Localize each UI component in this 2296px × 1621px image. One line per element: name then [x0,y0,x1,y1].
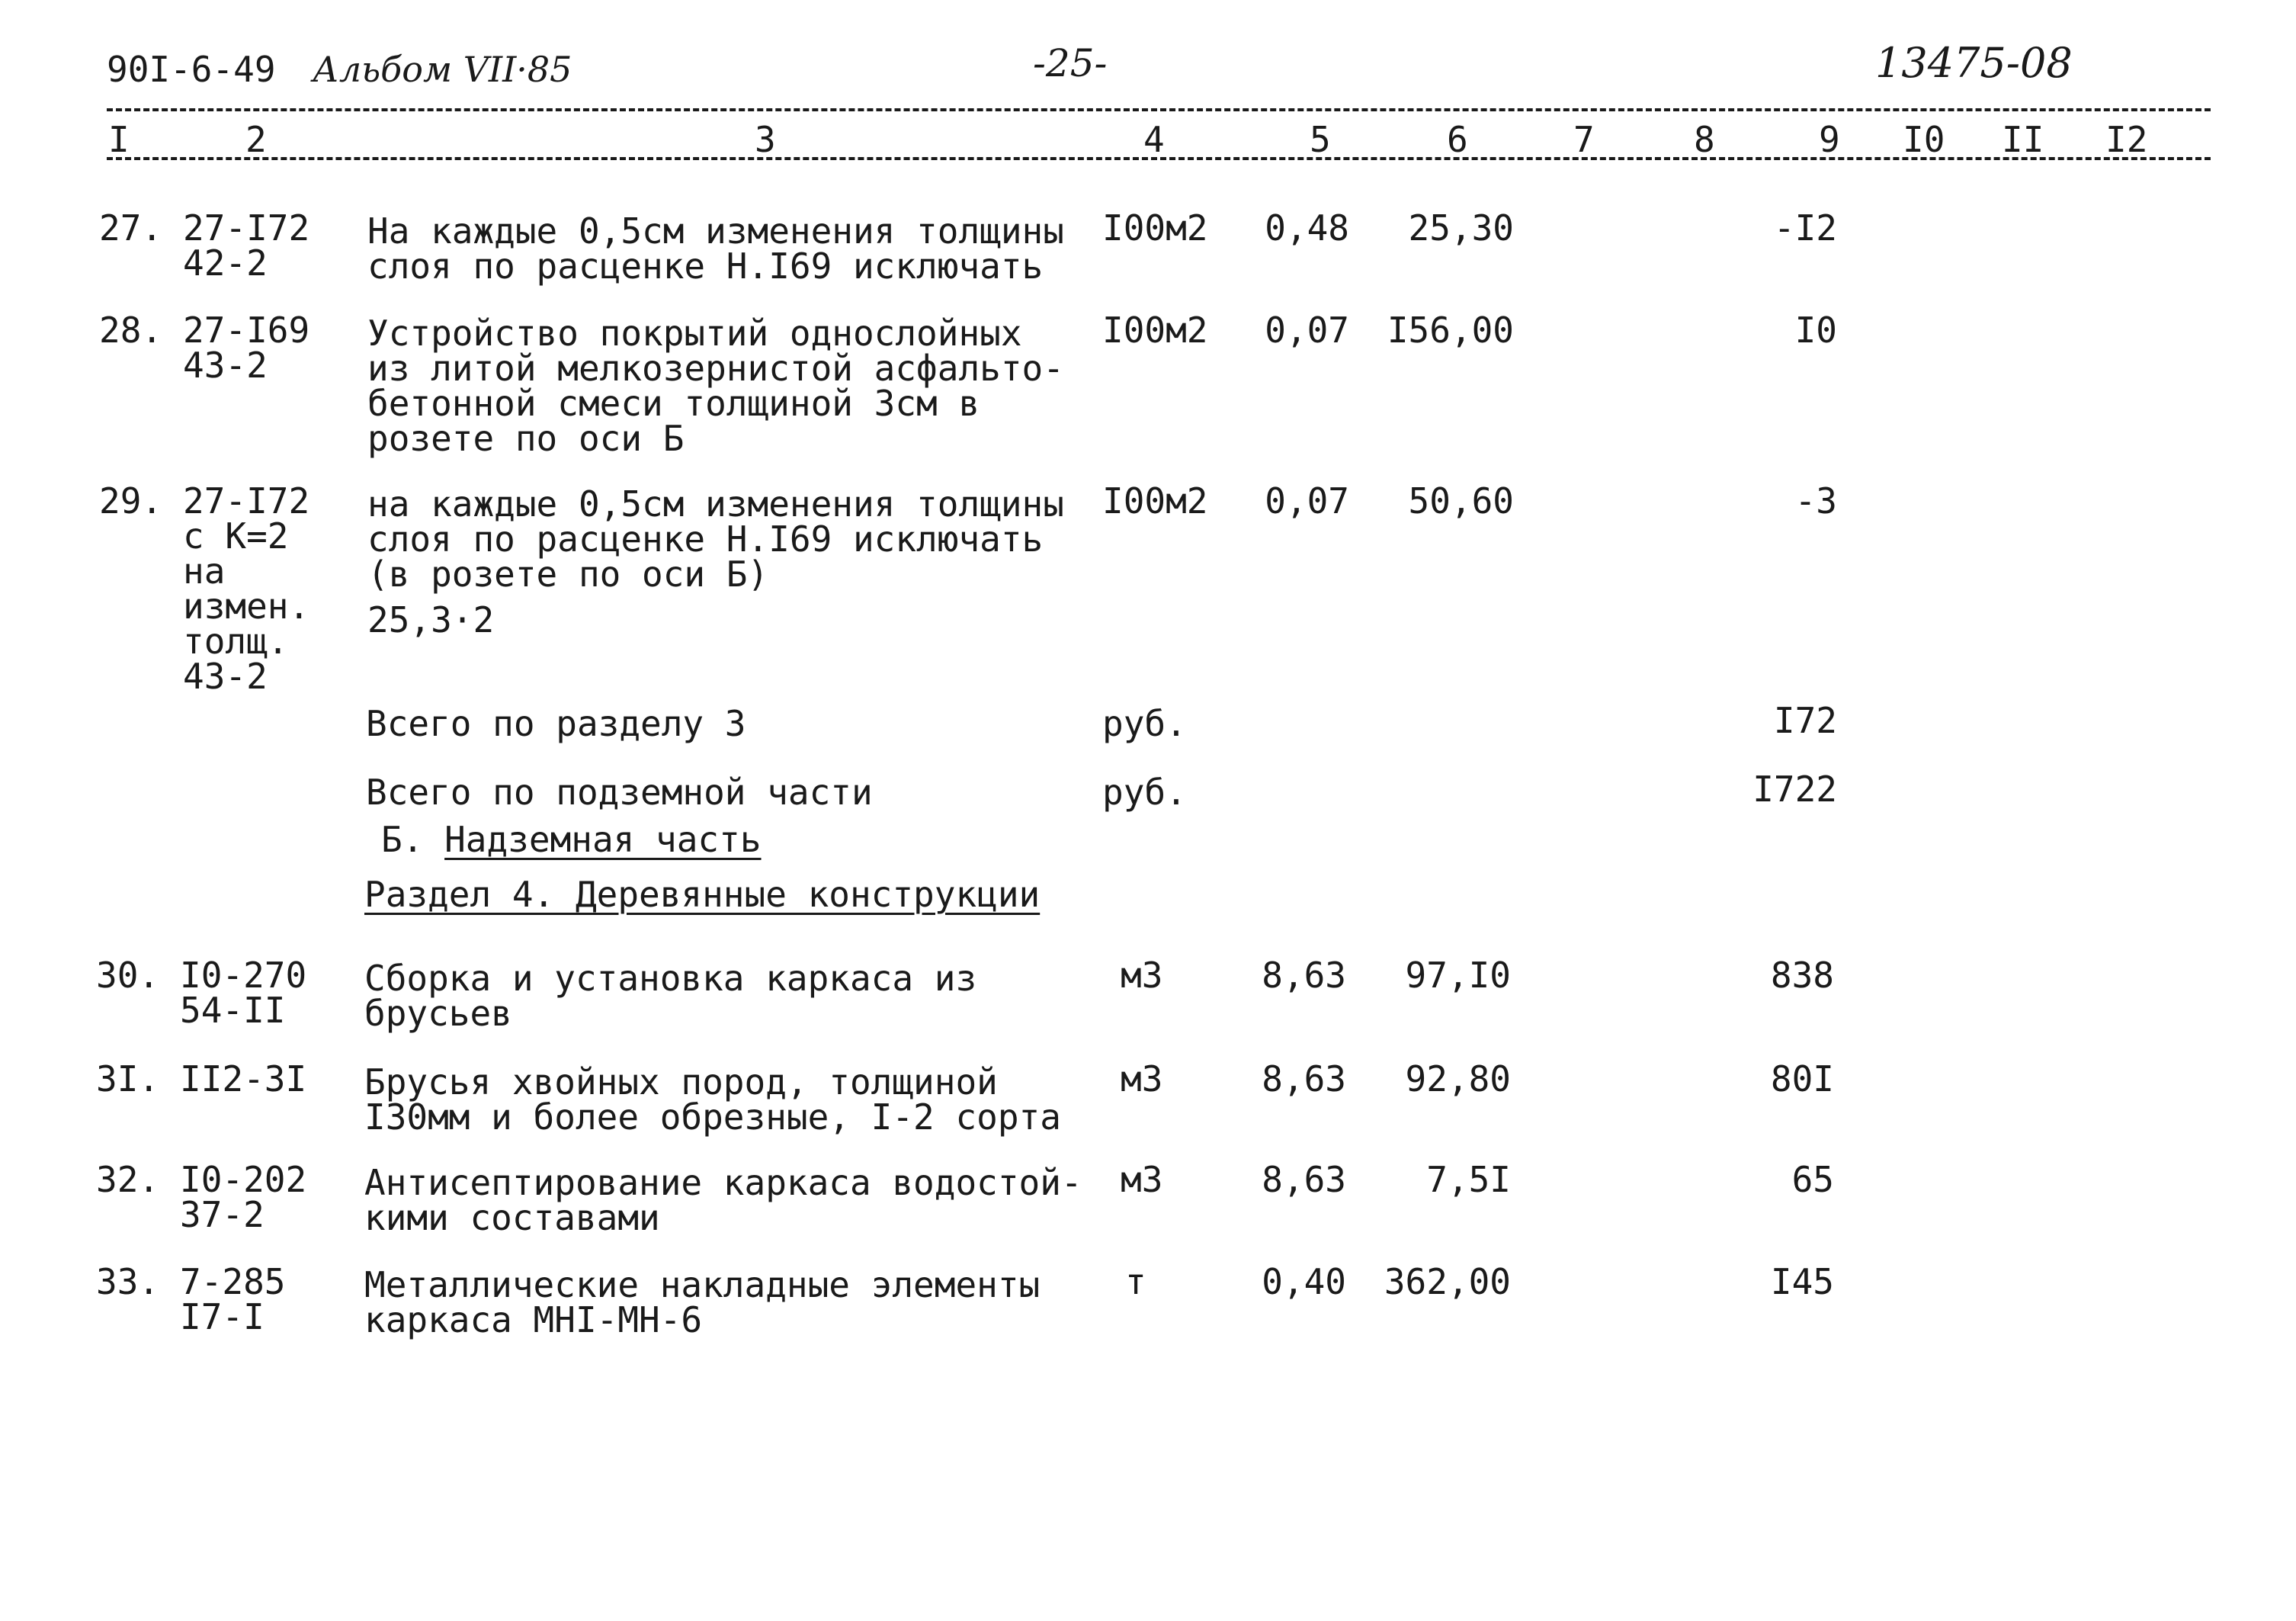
work-description [364,1162,1082,1238]
rate-code-line: 7-285 [180,1261,286,1302]
total-cost: 80I [1770,1058,1834,1099]
rate-code-line: I0-202 [180,1159,307,1200]
column-header-1: I [108,119,130,160]
work-description [367,210,1064,287]
rate-code-line: с К=2 [183,515,289,557]
header-rule-top [107,108,2211,111]
total-cost: 65 [1791,1159,1834,1200]
column-header-12: I2 [2105,119,2148,160]
description-line: слоя по расценке Н.I69 исключать [367,246,1044,287]
calculation-formula: 25,3·2 [367,599,495,640]
description-line: Антисептирование каркаса водостой- [364,1162,1082,1203]
quantity: 8,63 [1262,955,1346,996]
quantity: 0,40 [1262,1261,1346,1302]
subtotal-total: I722 [1752,769,1837,810]
unit-price: 362,00 [1384,1261,1511,1302]
work-description [364,1264,1041,1340]
unit-price: 25,30 [1408,207,1514,249]
work-description [367,313,1064,459]
work-description [364,1061,1061,1138]
quantity: 0,07 [1265,310,1349,351]
unit-price: 7,5I [1426,1159,1511,1200]
row-number: 27. [99,207,163,249]
section-heading: Раздел 4. Деревянные конструкции [364,874,1041,915]
unit: I00м2 [1102,207,1208,249]
unit: т [1125,1261,1146,1302]
description-line: Брусья хвойных пород, толщиной [364,1061,998,1103]
description-line: (в розете по оси Б) [367,554,769,595]
subtotal-label: Всего по разделу 3 [366,703,746,744]
rate-code-line: 27-I72 [183,207,310,249]
column-header-7: 7 [1573,119,1595,160]
total-cost: 838 [1770,955,1834,996]
column-header-10: I0 [1903,119,1945,160]
unit: м3 [1121,1159,1163,1200]
quantity: 8,63 [1262,1058,1346,1099]
quantity: 0,48 [1265,207,1349,249]
row-number: 33. [96,1261,160,1302]
rate-code [183,310,310,386]
subtotal-unit: руб. [1102,703,1187,744]
total-cost: -3 [1794,480,1837,522]
rate-code-line: 43-2 [183,345,268,386]
unit-price: 97,I0 [1405,955,1511,996]
description-line: каркаса МНI-МН-6 [364,1299,703,1340]
quantity: 0,07 [1265,480,1349,522]
row-number: 29. [99,480,163,522]
unit: м3 [1121,955,1163,996]
description-line: I30мм и более обрезные, I-2 сорта [364,1096,1061,1138]
unit-price: I56,00 [1387,310,1514,351]
unit-price: 92,80 [1405,1058,1511,1099]
inventory-number: 13475-08 [1875,39,2073,87]
description-line: Сборка и установка каркаса из [364,958,977,999]
description-line: из литой мелкозернистой асфальто- [367,348,1064,389]
description-line: брусьев [364,993,512,1034]
rate-code [180,955,307,1031]
album-label: Альбом VII·85 [313,49,572,90]
rate-code-line: измен. [183,586,310,627]
row-number: 30. [96,955,160,996]
rate-code-line: толщ. [183,621,289,662]
work-description [367,483,1064,595]
column-header-2: 2 [245,119,267,160]
column-header-9: 9 [1819,119,1840,160]
rate-code-line: 43-2 [183,656,268,697]
unit: I00м2 [1102,480,1208,522]
rate-code-line: 27-I69 [183,310,310,351]
rate-code-line: 42-2 [183,242,268,284]
rate-code-line: II2-3I [180,1058,307,1099]
row-number: 3I. [96,1058,160,1099]
quantity: 8,63 [1262,1159,1346,1200]
rate-code [180,1058,307,1099]
column-header-5: 5 [1310,119,1331,160]
rate-code [183,480,310,697]
total-cost: -I2 [1773,207,1837,249]
column-header-4: 4 [1143,119,1165,160]
column-header-8: 8 [1694,119,1715,160]
rate-code-line: на [183,550,226,592]
part-heading-prefix: Б. [381,819,424,860]
unit: I00м2 [1102,310,1208,351]
row-number: 32. [96,1159,160,1200]
description-line: кими составами [364,1197,660,1238]
rate-code-line: I0-270 [180,955,307,996]
column-header-3: 3 [755,119,776,160]
part-heading-title: Надземная часть [444,819,762,860]
rate-code-line: 37-2 [180,1194,265,1235]
description-line: бетонной смеси толщиной 3см в [367,383,980,424]
total-cost: I0 [1794,310,1837,351]
document-code: 90I-6-49 [107,49,276,90]
row-number: 28. [99,310,163,351]
subtotal-unit: руб. [1102,772,1187,813]
description-line: розете по оси Б [367,418,685,459]
description-line: слоя по расценке Н.I69 исключать [367,518,1044,560]
rate-code [180,1159,307,1235]
unit: м3 [1121,1058,1163,1099]
column-header-6: 6 [1447,119,1468,160]
description-line: Устройство покрытий однослойных [367,313,1022,354]
page-number: -25- [1033,41,1108,85]
column-header-11: II [2002,119,2044,160]
total-cost: I45 [1770,1261,1834,1302]
rate-code-line: I7-I [180,1296,265,1337]
rate-code-line: 27-I72 [183,480,310,522]
rate-code-line: 54-II [180,990,286,1031]
description-line: на каждые 0,5см изменения толщины [367,483,1064,525]
rate-code [180,1261,286,1337]
subtotal-label: Всего по подземной части [366,772,873,813]
description-line: Металлические накладные элементы [364,1264,1041,1305]
description-line: На каждые 0,5см изменения толщины [367,210,1064,252]
unit-price: 50,60 [1408,480,1514,522]
part-heading [381,819,762,860]
subtotal-total: I72 [1773,700,1837,741]
rate-code [183,207,310,284]
work-description [364,958,977,1034]
